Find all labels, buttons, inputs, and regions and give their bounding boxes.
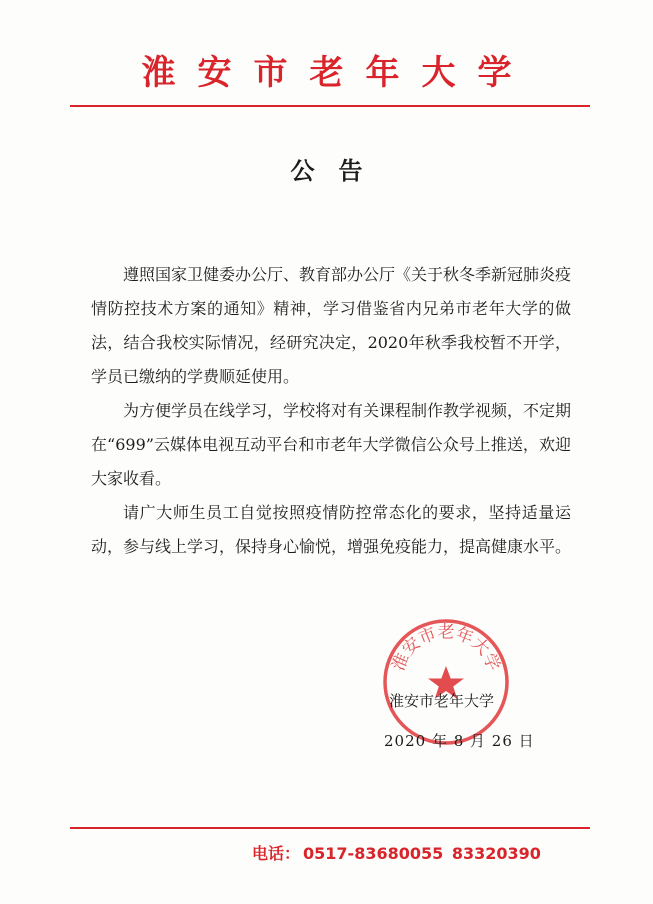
signature-date: 2020 年 8 月 26 日	[384, 732, 535, 750]
letterhead-title: 淮安市老年大学	[141, 53, 534, 93]
notice-title: 公告	[290, 157, 387, 185]
signature-organization: 淮安市老年大学	[389, 692, 495, 710]
notice-paragraph-2: 为方便学员在线学习，学校将对有关课程制作教学视频，不定期在“699”云媒体电视互动平台和市老年大学微信公众号上推送，欢迎大家收看。	[91, 401, 572, 488]
letterhead-rule-bottom	[70, 827, 590, 829]
footer-contact	[252, 843, 544, 865]
notice-paragraph-1: 遵照国家卫健委办公厅、教育部办公厅《关于秋冬季新冠肺炎疫情防控技术方案的通知》精神，学习借鉴省内兄弟市老年大学的做法，结合我校实际情况，经研究决定，2020年秋季我校暂不开学，学员已缴纳的学费顺延使用。	[91, 265, 572, 386]
phone-label: 电话：	[252, 844, 301, 863]
official-seal	[382, 618, 510, 746]
phone-number-secondary: 83320390	[451, 844, 541, 863]
notice-paragraph-3: 请广大师生员工自觉按照疫情防控常态化的要求，坚持适量运动，参与线上学习，保持身心愉悦，增强免疫能力，提高健康水平。	[91, 503, 572, 556]
letterhead-rule-top	[70, 105, 590, 107]
svg-text:淮安市老年大学: 淮安市老年大学	[388, 622, 504, 675]
notice-body	[91, 258, 571, 564]
phone-number-primary: 0517-83680055	[303, 844, 444, 863]
